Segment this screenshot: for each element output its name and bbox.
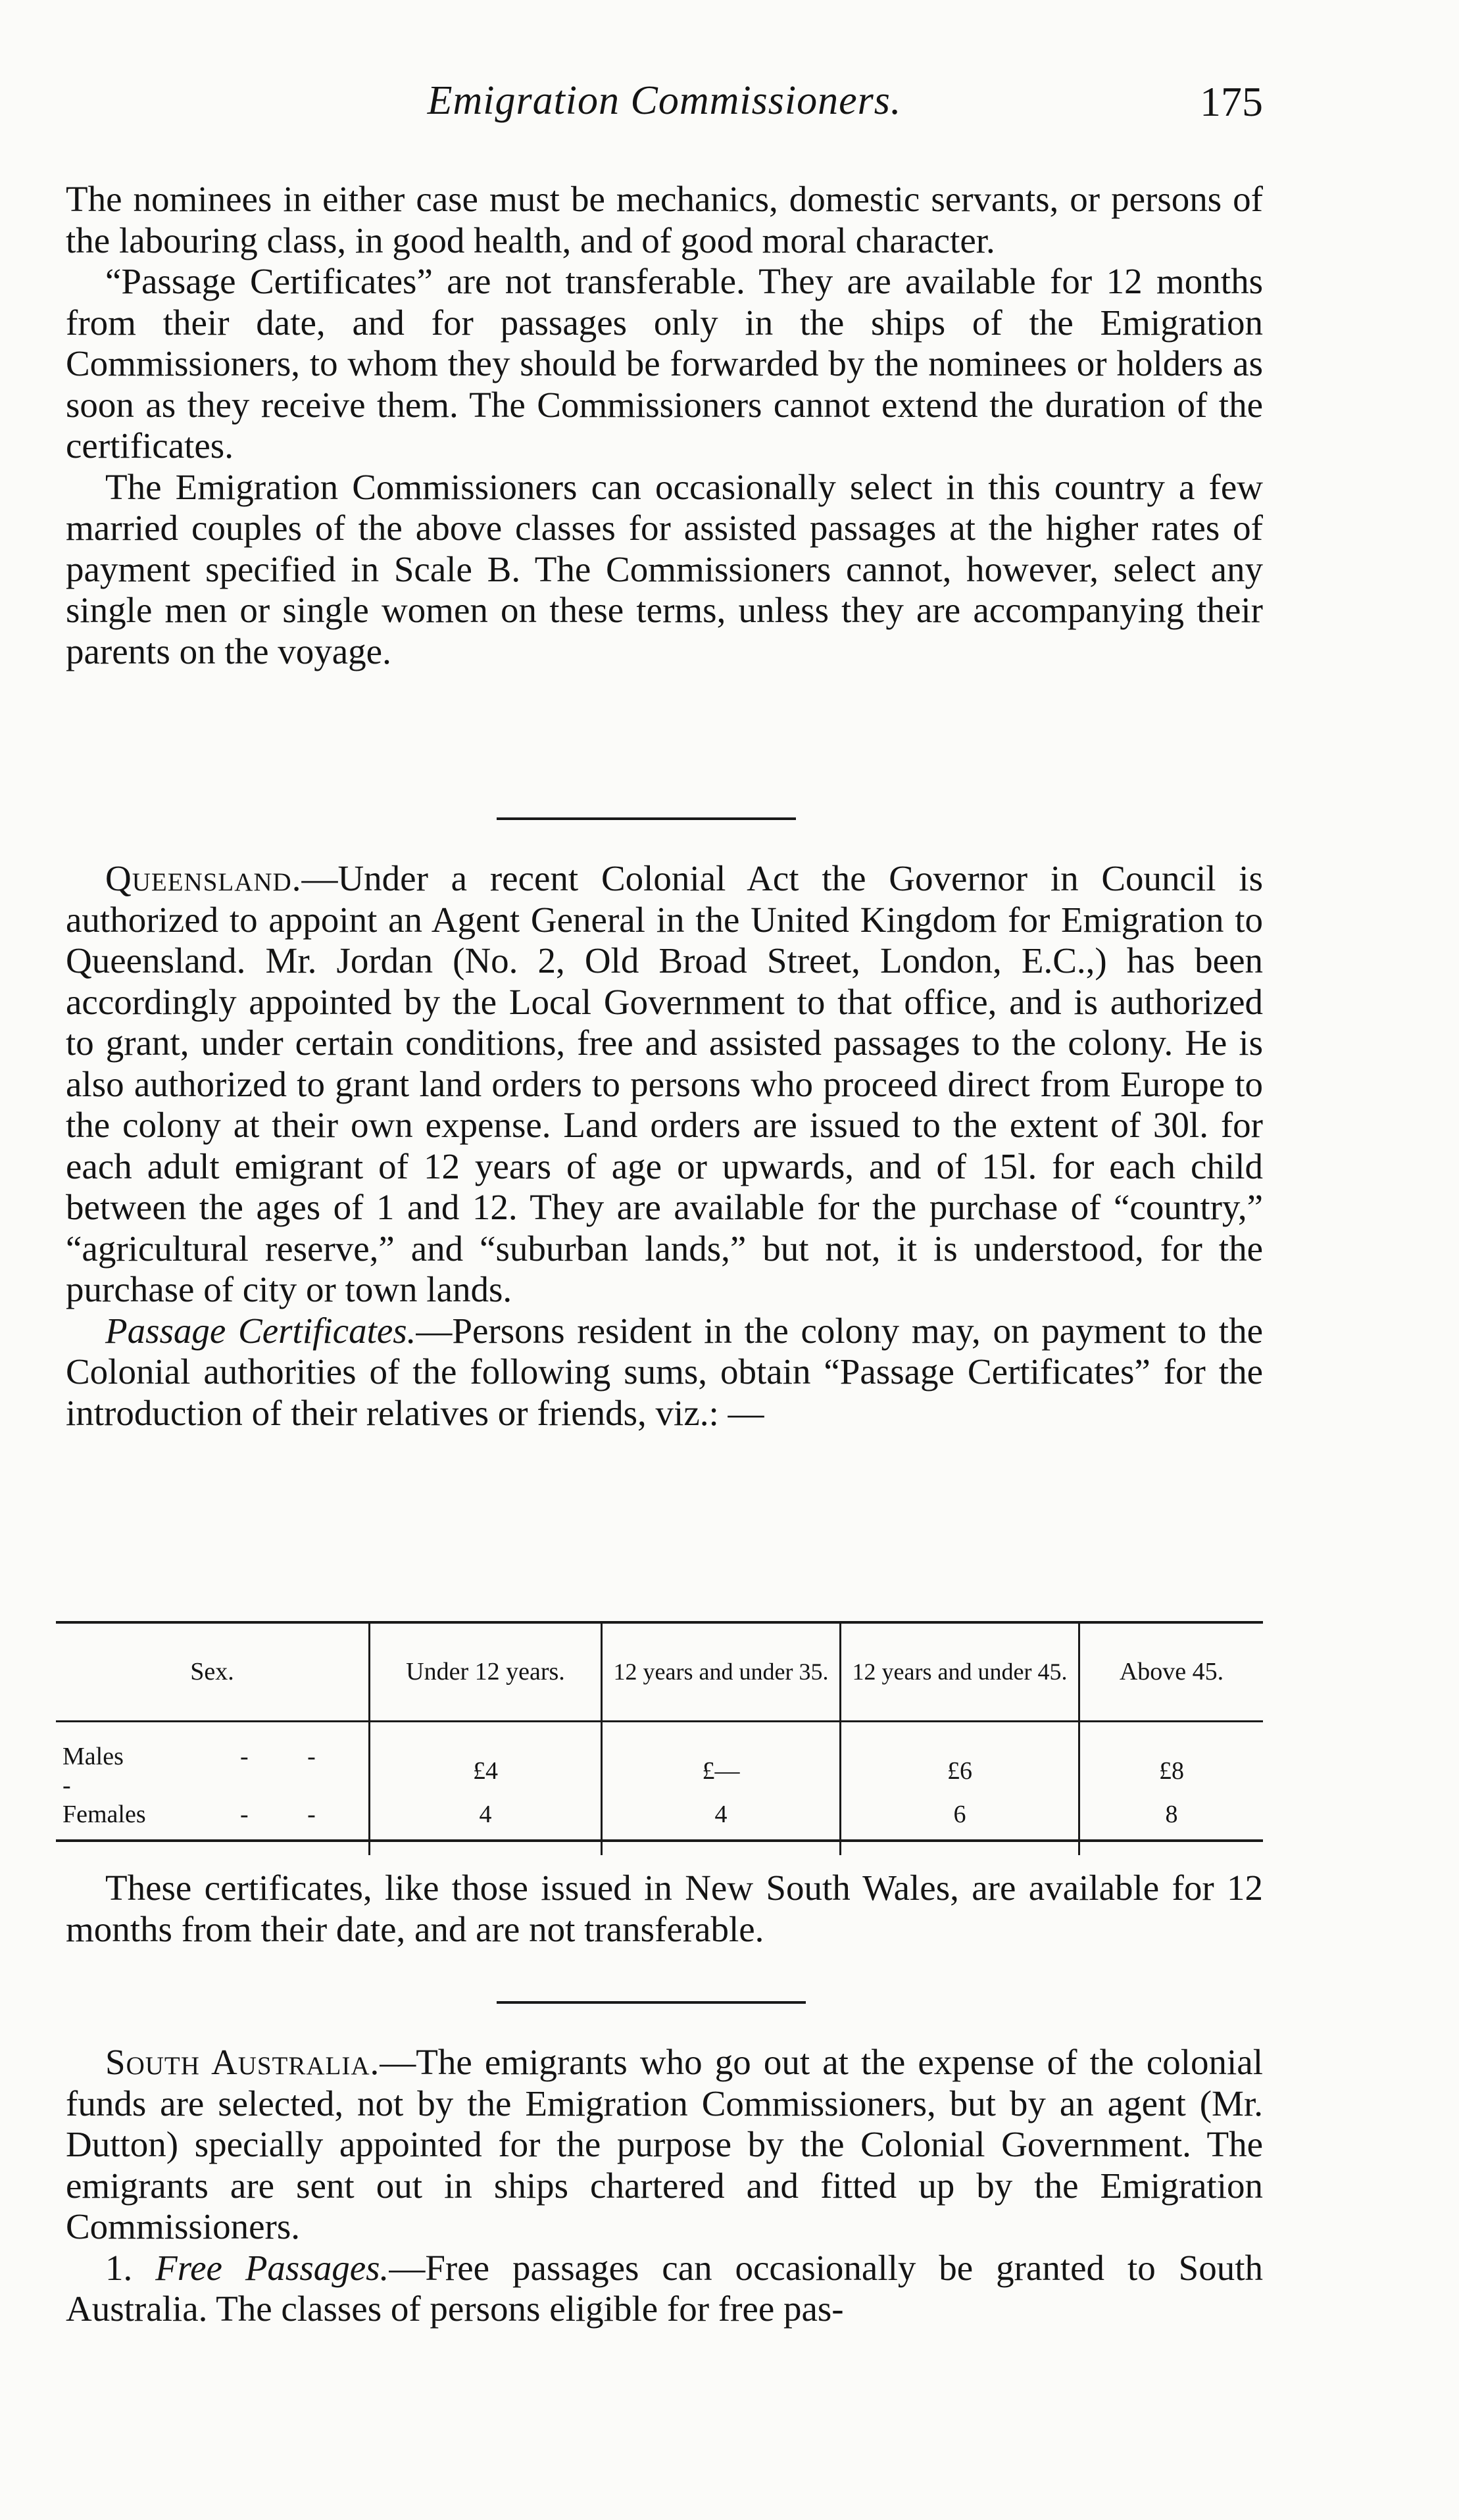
header-sex: Sex. bbox=[190, 1658, 234, 1686]
table-header-row bbox=[56, 1622, 1263, 1721]
intro-paragraph-3: The Emigration Commissioners can occasionally select in this country a few married couples of the above classes for assisted passages at the higher rates of payment specified in Scale B. The Commissioners cannot, however, select any single men or single women on these terms, unless they are accompanying their parents on the voyage. bbox=[66, 466, 1263, 671]
south-australia-paragraph-1-text: —The emigrants who go out at the expense of the colonial funds are selected, not by the Emigration Commissioners, but by an agent (Mr. Dutton) specially appointed for the purpose by the Colonial Government. The emigrants are sent out in ships chartered and fitted up by the Emigration Commissioners. bbox=[66, 2042, 1263, 2246]
south-australia-section bbox=[66, 2042, 1263, 2330]
south-australia-paragraph-1 bbox=[66, 2042, 1263, 2248]
queensland-heading: Queensland. bbox=[105, 858, 302, 898]
header-under-12: Under 12 years. bbox=[370, 1622, 602, 1721]
passage-certificates-heading: Passage Certificates. bbox=[105, 1310, 416, 1351]
queensland-paragraph-3: These certificates, like those issued in New South Wales, are available for 12 months from their date, and are not transferable. bbox=[66, 1868, 1263, 1949]
running-head bbox=[66, 78, 1263, 130]
queensland-closing bbox=[66, 1868, 1263, 1950]
page-number: 175 bbox=[1200, 78, 1263, 125]
south-australia-paragraph-2-text: —Free passages can occasionally be granted to South Australia. The classes of persons eligible for free pas- bbox=[66, 2247, 1263, 2329]
intro-paragraph-2: “Passage Certificates” are not transferable. They are available for 12 months from their date, and for passages only in the ships of the Emigration Commissioners, to whom they should be forwarded by the nominees or holders as soon as they receive them. The Commissioners cannot extend the duration of the certificates. bbox=[66, 261, 1263, 466]
row-label-females: Females - - bbox=[62, 1800, 342, 1828]
intro-paragraph-1: The nominees in either case must be mechanics, domestic servants, or persons of the labouring class, in good health, and of good moral character. bbox=[66, 179, 1263, 260]
cell-males-above-45: £8 bbox=[1079, 1721, 1264, 1800]
section-divider-2 bbox=[497, 2001, 806, 2004]
south-australia-paragraph-2 bbox=[66, 2248, 1263, 2330]
section-divider-1 bbox=[497, 817, 796, 820]
table-row bbox=[56, 1721, 1263, 1800]
cell-females-under-12: 4 bbox=[370, 1800, 602, 1855]
queensland-paragraph-2-text: —Persons resident in the colony may, on payment to the Colonial authorities of the following sums, obtain “Passage Certificates” for the introduction of their relatives or friends, viz.: — bbox=[66, 1310, 1263, 1433]
intro-section bbox=[66, 179, 1263, 672]
queensland-paragraph-1-text: —Under a recent Colonial Act the Governor in Council is authorized to appoint an Agent General in the United Kingdom for Emigration to Queensland. Mr. Jordan (No. 2, Old Broad Street, London, E.C.,) has been accordingly appointed by the Local Government to that office, and is authorized to grant, under certain conditions, free and assisted passages to the colony. He is also authorized to grant land orders to persons who proceed direct from Europe to the colony at their own expense. Land orders are issued to the extent of 30l. for each adult emigrant of 12 years of age or upwards, and of 15l. for each child between the ages of 1 and 12. They are available for the purchase of “country,” “agricultural reserve,” and “suburban lands,” but not, it is understood, for the purchase of city or town lands. bbox=[66, 858, 1263, 1309]
running-title: Emigration Commissioners. bbox=[427, 78, 902, 123]
cell-males-under-12: £4 bbox=[370, 1721, 602, 1800]
cell-females-12-45: 6 bbox=[841, 1800, 1079, 1855]
free-passages-number: 1. bbox=[105, 2247, 133, 2288]
table-bottom-rule bbox=[56, 1839, 1263, 1842]
header-above-45: Above 45. bbox=[1079, 1622, 1264, 1721]
queensland-paragraph-1 bbox=[66, 858, 1263, 1311]
header-12-under-35: 12 years and under 35. bbox=[602, 1622, 841, 1721]
header-12-under-45: 12 years and under 45. bbox=[841, 1622, 1079, 1721]
south-australia-heading: South Australia. bbox=[105, 2042, 380, 2082]
row-label-males: Males - - - bbox=[62, 1742, 342, 1799]
passage-certificate-fees-table bbox=[56, 1621, 1263, 1855]
table-row bbox=[56, 1800, 1263, 1855]
cell-males-12-45: £6 bbox=[841, 1721, 1079, 1800]
cell-males-12-35: £— bbox=[602, 1721, 841, 1800]
queensland-section bbox=[66, 858, 1263, 1434]
cell-females-above-45: 8 bbox=[1079, 1800, 1264, 1855]
queensland-paragraph-2 bbox=[66, 1311, 1263, 1434]
cell-females-12-35: 4 bbox=[602, 1800, 841, 1855]
free-passages-heading: Free Passages. bbox=[155, 2247, 389, 2288]
